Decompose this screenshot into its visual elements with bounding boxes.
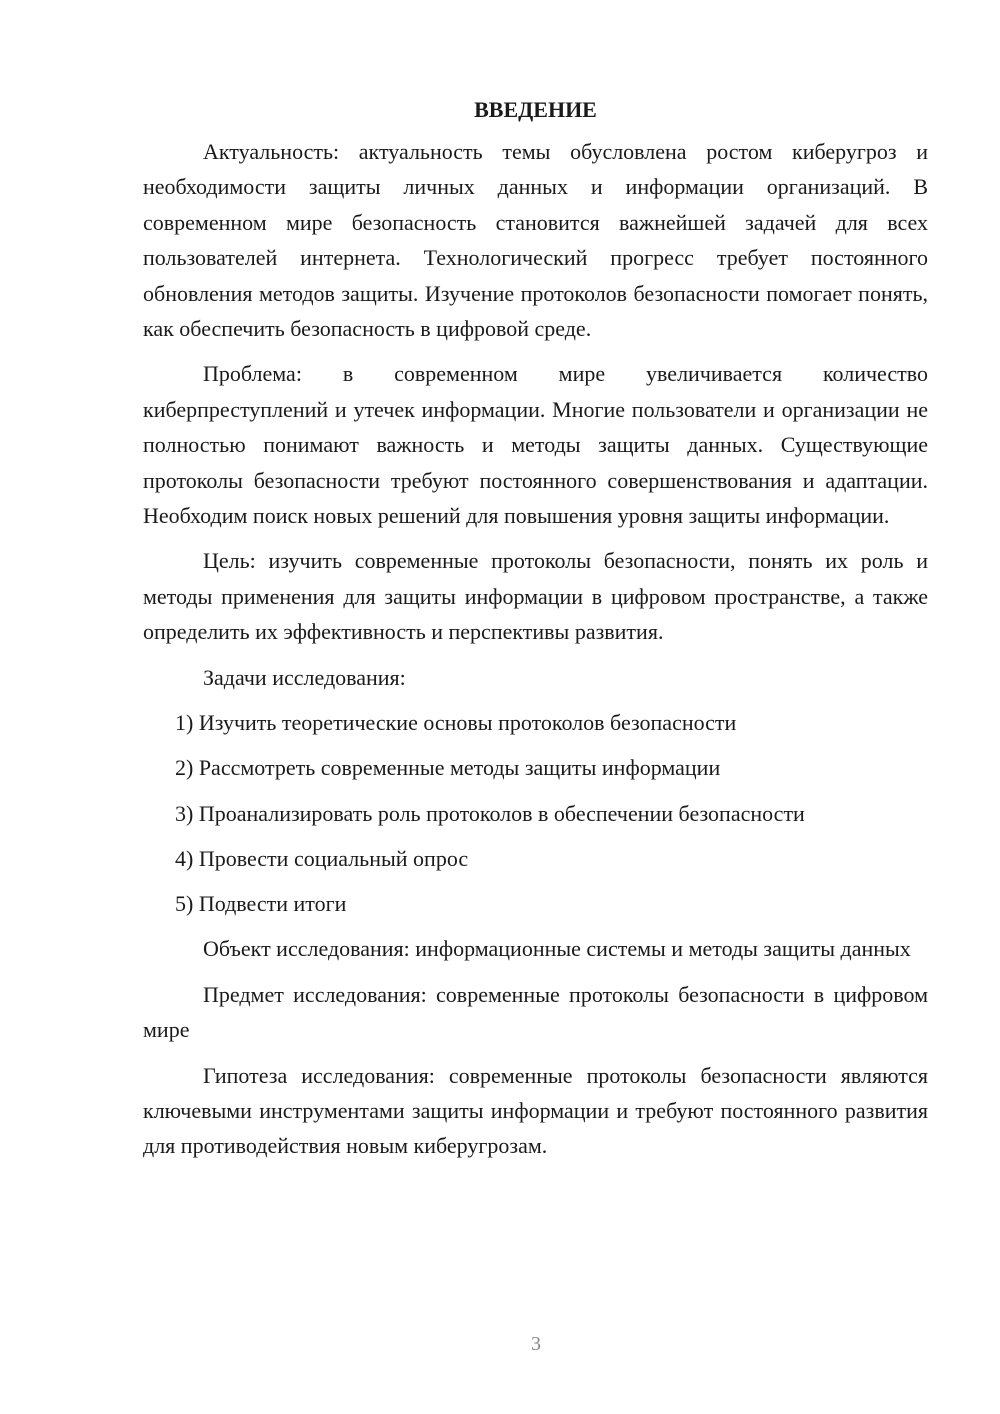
task-item: 1) Изучить теоретические основы протоколов безопасности xyxy=(175,710,737,736)
subject-paragraph: Предмет исследования: современные протоколы безопасности в цифровом мире xyxy=(143,981,928,1043)
task-list xyxy=(143,705,928,921)
hypothesis-paragraph: Гипотеза исследования: современные протоколы безопасности являются ключевыми инструментами защиты информации и требуют постоянного развития для противодействия новым киберугрозам. xyxy=(143,1062,928,1159)
document-page xyxy=(143,92,928,1174)
task-item: 5) Подвести итоги xyxy=(175,890,347,916)
object-paragraph: Объект исследования: информационные системы и методы защиты данных xyxy=(203,936,911,962)
task-item: 2) Рассмотреть современные методы защиты информации xyxy=(175,755,721,781)
task-item: 3) Проанализировать роль протоколов в обеспечении безопасности xyxy=(175,800,805,826)
problem-paragraph: Проблема: в современном мире увеличивается количество киберпреступлений и утечек информации. Многие пользователи и организации не полностью понимают важность и методы защиты данных. Существующие протоколы безопасности требуют постоянного совершенствования и адаптации. Необходим поиск новых решений для повышения уровня защиты информации. xyxy=(143,361,928,529)
task-item: 4) Провести социальный опрос xyxy=(175,845,469,871)
section-heading: ВВЕДЕНИЕ xyxy=(474,97,597,122)
relevance-paragraph: Актуальность: актуальность темы обусловлена ростом киберугроз и необходимости защиты личных данных и информации организаций. В современном мире безопасность становится важнейшей задачей для всех пользователей интернета. Технологический прогресс требует постоянного обновления методов защиты. Изучение протоколов безопасности помогает понять, как обеспечить безопасность в цифровой среде. xyxy=(143,139,928,342)
page-number: 3 xyxy=(531,1333,541,1355)
tasks-label: Задачи исследования: xyxy=(203,664,406,690)
goal-paragraph: Цель: изучить современные протоколы безопасности, понять их роль и методы применения для защиты информации в цифровом пространстве, а также определить их эффективность и перспективы развития. xyxy=(143,548,928,645)
